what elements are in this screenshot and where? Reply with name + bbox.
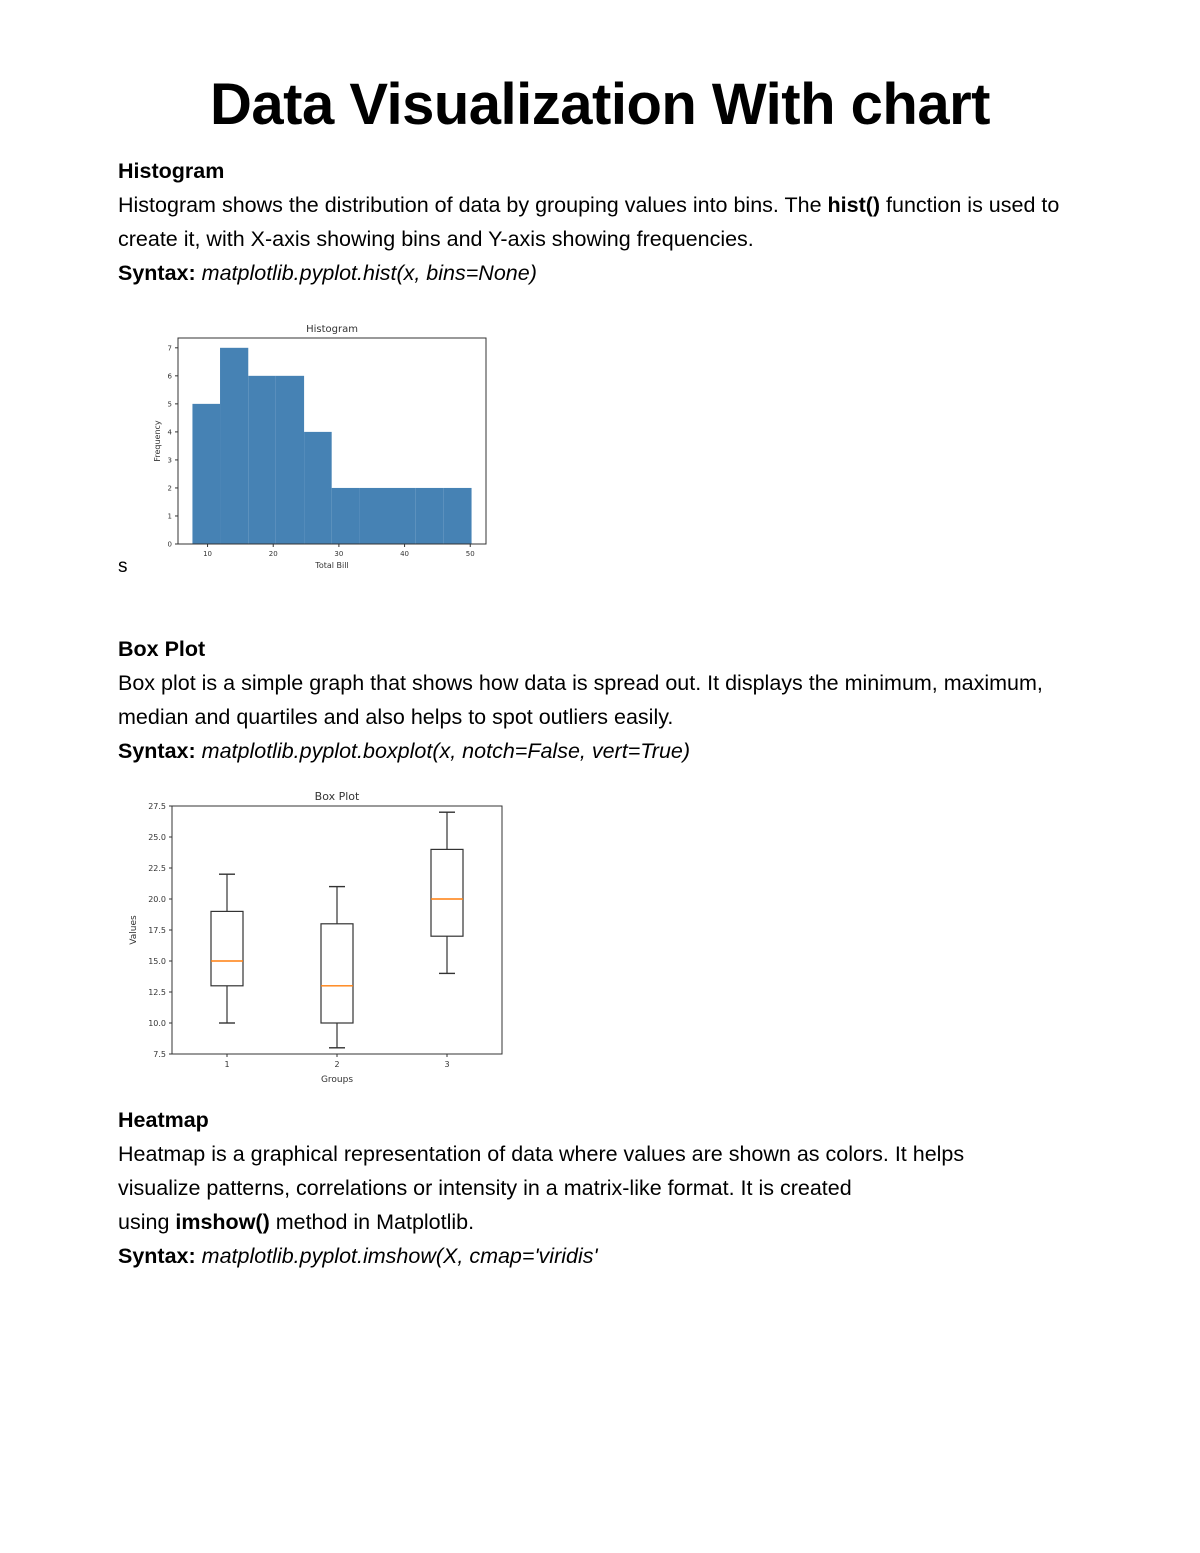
y-tick-label: 10.0 xyxy=(148,1019,166,1028)
page-title: Data Visualization With chart xyxy=(210,72,990,137)
histogram-bar xyxy=(360,488,388,544)
boxplot-ylabel: Values xyxy=(129,915,139,945)
stray-character: s xyxy=(118,556,128,577)
box-iqr xyxy=(321,924,353,1023)
boxplot-description: Box plot is a simple graph that shows how data is spread out. It displays the minimum, maximum, median and quartiles and also helps to spot outliers easily. xyxy=(118,671,1043,729)
boxplot-chart xyxy=(124,786,514,1086)
y-tick-label: 12.5 xyxy=(148,988,166,997)
y-tick-label: 0 xyxy=(167,540,172,549)
syntax-code: matplotlib.pyplot.hist(x, bins=None) xyxy=(201,261,537,285)
y-tick-label: 1 xyxy=(167,512,172,521)
box-iqr xyxy=(431,849,463,936)
y-tick-label: 25.0 xyxy=(148,833,166,842)
heatmap-section xyxy=(118,1103,1098,1273)
y-tick-label: 2 xyxy=(167,484,172,493)
heatmap-description-line-2: visualize patterns, correlations or intensity in a matrix-like format. It is created xyxy=(118,1176,852,1200)
histogram-chart xyxy=(140,318,500,572)
syntax-label: Syntax: xyxy=(118,1244,196,1268)
histogram-section xyxy=(118,154,1098,290)
boxplot-syntax xyxy=(118,734,1098,768)
x-tick-label: 3 xyxy=(444,1060,450,1069)
y-tick-label: 7 xyxy=(167,344,172,353)
histogram-title: Histogram xyxy=(306,324,358,335)
histogram-bar xyxy=(387,488,415,544)
histogram-bar xyxy=(304,432,332,544)
y-tick-label: 3 xyxy=(167,456,172,465)
x-tick-label: 30 xyxy=(334,550,344,558)
histogram-svg xyxy=(140,318,500,572)
heatmap-description-line-1: Heatmap is a graphical representation of data where values are shown as colors. It helps xyxy=(118,1142,965,1166)
histogram-description xyxy=(118,188,1098,256)
histogram-xlabel: Total Bill xyxy=(315,561,349,570)
boxplot-axes-frame xyxy=(172,806,502,1054)
histogram-heading: Histogram xyxy=(118,159,225,183)
histogram-ylabel: Frequency xyxy=(153,420,162,462)
histogram-desc-text-2: function is used to create it, with X-axis showing bins and Y-axis showing frequencies. xyxy=(118,193,1060,251)
boxplot-section xyxy=(118,632,1098,768)
syntax-label: Syntax: xyxy=(118,261,196,285)
heatmap-syntax xyxy=(118,1239,1098,1273)
y-tick-label: 7.5 xyxy=(153,1050,166,1059)
x-tick-label: 50 xyxy=(465,550,475,558)
box-iqr xyxy=(211,911,243,985)
histogram-bar xyxy=(416,488,444,544)
x-tick-label: 2 xyxy=(334,1060,340,1069)
syntax-label: Syntax: xyxy=(118,739,196,763)
boxplot-title: Box Plot xyxy=(314,790,360,803)
boxplot-heading: Box Plot xyxy=(118,637,206,661)
x-tick-label: 40 xyxy=(400,550,410,558)
y-tick-label: 4 xyxy=(167,428,172,437)
heatmap-desc-text-2: method in Matplotlib. xyxy=(269,1210,475,1234)
heatmap-heading: Heatmap xyxy=(118,1108,209,1132)
histogram-desc-text: Histogram shows the distribution of data by grouping values into bins. The xyxy=(118,193,828,217)
histogram-bar xyxy=(192,404,220,544)
histogram-syntax xyxy=(118,256,1098,290)
histogram-bar xyxy=(332,488,360,544)
imshow-function-name: imshow() xyxy=(175,1210,270,1234)
y-tick-label: 6 xyxy=(167,372,172,381)
y-tick-label: 17.5 xyxy=(148,926,166,935)
y-tick-label: 27.5 xyxy=(148,802,166,811)
y-tick-label: 22.5 xyxy=(148,864,166,873)
syntax-code: matplotlib.pyplot.imshow(X, cmap='viridis' xyxy=(201,1244,598,1268)
histogram-bar xyxy=(276,376,304,544)
heatmap-description-line-3 xyxy=(118,1205,1098,1239)
x-tick-label: 20 xyxy=(268,550,278,558)
syntax-code: matplotlib.pyplot.boxplot(x, notch=False, vert=True) xyxy=(201,739,691,763)
histogram-bar xyxy=(220,348,248,544)
histogram-bar xyxy=(248,376,276,544)
x-tick-label: 10 xyxy=(203,550,213,558)
boxplot-xlabel: Groups xyxy=(320,1075,354,1085)
hist-function-name: hist() xyxy=(827,193,881,217)
heatmap-desc-text: using xyxy=(118,1210,176,1234)
histogram-bar xyxy=(443,488,471,544)
y-tick-label: 15.0 xyxy=(148,957,166,966)
x-tick-label: 1 xyxy=(224,1060,230,1069)
y-tick-label: 5 xyxy=(167,400,172,409)
y-tick-label: 20.0 xyxy=(148,895,166,904)
boxplot-svg xyxy=(124,786,514,1086)
